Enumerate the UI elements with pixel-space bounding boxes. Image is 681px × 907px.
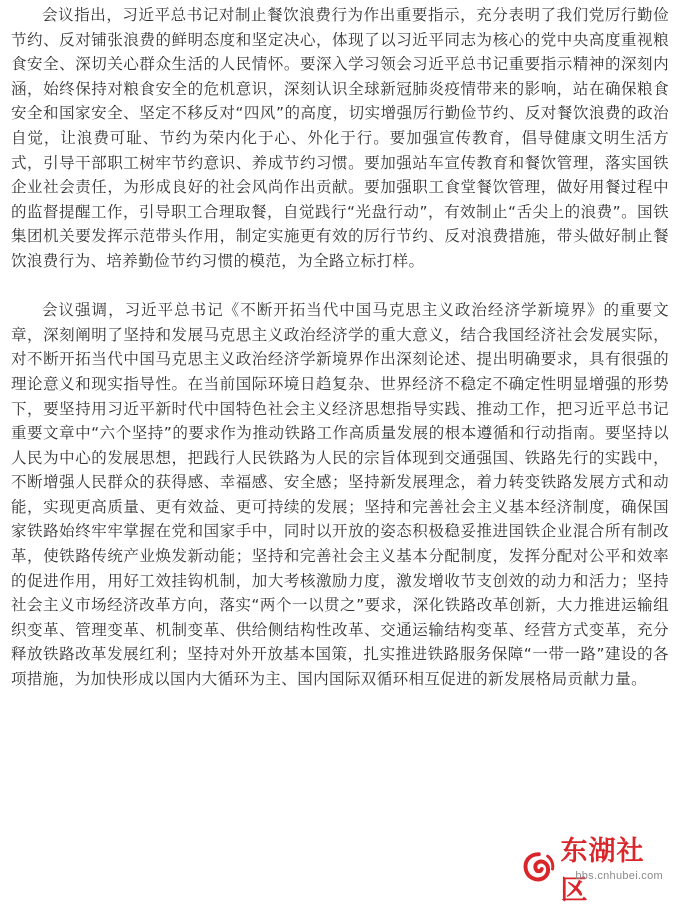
watermark-url: bbs.cnhubei.com — [575, 870, 663, 882]
article-body — [11, 3, 669, 692]
watermark-title: 东湖社区 — [560, 836, 645, 906]
paragraph-meeting-points: 会议指出，习近平总书记对制止餐饮浪费行为作出重要指示，充分表明了我们党厉行勤俭节约、反对铺张浪费的鲜明态度和坚定决心，体现了以习近平同志为核心的党中央高度重视粮食安全、深切关心群众生活的人民情怀。要深入学习领会习近平总书记重要指示精神的深刻内涵，始终保持对粮食安全的危机意识，深刻认识全球新冠肺炎疫情带来的影响，站在确保粮食安全和国家安全、坚定不移反对“四风”的高度，切实增强厉行勤俭节约、反对餐饮浪费的政治自觉，让浪费可耻、节约为荣内化于心、外化于行。要加强宣传教育，倡导健康文明生活方式，引导干部职工树牢节约意识、养成节约习惯。要加强站车宣传教育和餐饮管理，落实国铁企业社会责任，为形成良好的社会风尚作出贡献。要加强职工食堂餐饮管理，做好用餐过程中的监督提醒工作，引导职工合理取餐，自觉践行“光盘行动”，有效制止“舌尖上的浪费”。国铁集团机关要发挥示范带头作用，制定实施更有效的厉行节约、反对浪费措施，带头做好制止餐饮浪费行为、培养勤俭节约习惯的模范，为全路立标打样。 — [11, 6, 669, 270]
site-watermark — [521, 829, 671, 906]
swirl-logo-icon — [521, 850, 557, 886]
watermark-logo — [521, 829, 671, 907]
paragraph-meeting-emphasis: 会议强调，习近平总书记《不断开拓当代中国马克思主义政治经济学新境界》的重要文章，深刻阐明了坚持和发展马克思主义政治经济学的重大意义，结合我国经济社会发展实际，对不断开拓当代中国马克思主义政治经济学新境界作出深刻论述、提出明确要求，具有很强的理论意义和现实指导性。在当前国际环境日趋复杂、世界经济不稳定不确定性明显增强的形势下，要坚持用习近平新时代中国特色社会主义经济思想指导实践、推动工作，把习近平总书记重要文章中“六个坚持”的要求作为推动铁路工作高质量发展的根本遵循和行动指南。要坚持以人民为中心的发展思想，把践行人民铁路为人民的宗旨体现到交通强国、铁路先行的实践中，不断增强人民群众的获得感、幸福感、安全感；坚持新发展理念，着力转变铁路发展方式和动能，实现更高质量、更有效益、更可持续的发展；坚持和完善社会主义基本经济制度，确保国家铁路始终牢牢掌握在党和国家手中，同时以开放的姿态积极稳妥推进国铁企业混合所有制改革，使铁路传统产业焕发新动能；坚持和完善社会主义基本分配制度，发挥分配对公平和效率的促进作用，用好工效挂钩机制，加大考核激励力度，激发增收节支创效的动力和活力；坚持社会主义市场经济改革方向，落实“两个一以贯之”要求，深化铁路改革创新，大力推进运输组织变革、管理变革、机制变革、供给侧结构性改革、交通运输结构变革、经营方式变革，充分释放铁路改革发展红利；坚持对外开放基本国策，扎实推进铁路服务保障“一带一路”建设的各项措施，为加快形成以国内大循环为主、国内国际双循环相互促进的新发展格局贡献力量。 — [11, 301, 669, 689]
